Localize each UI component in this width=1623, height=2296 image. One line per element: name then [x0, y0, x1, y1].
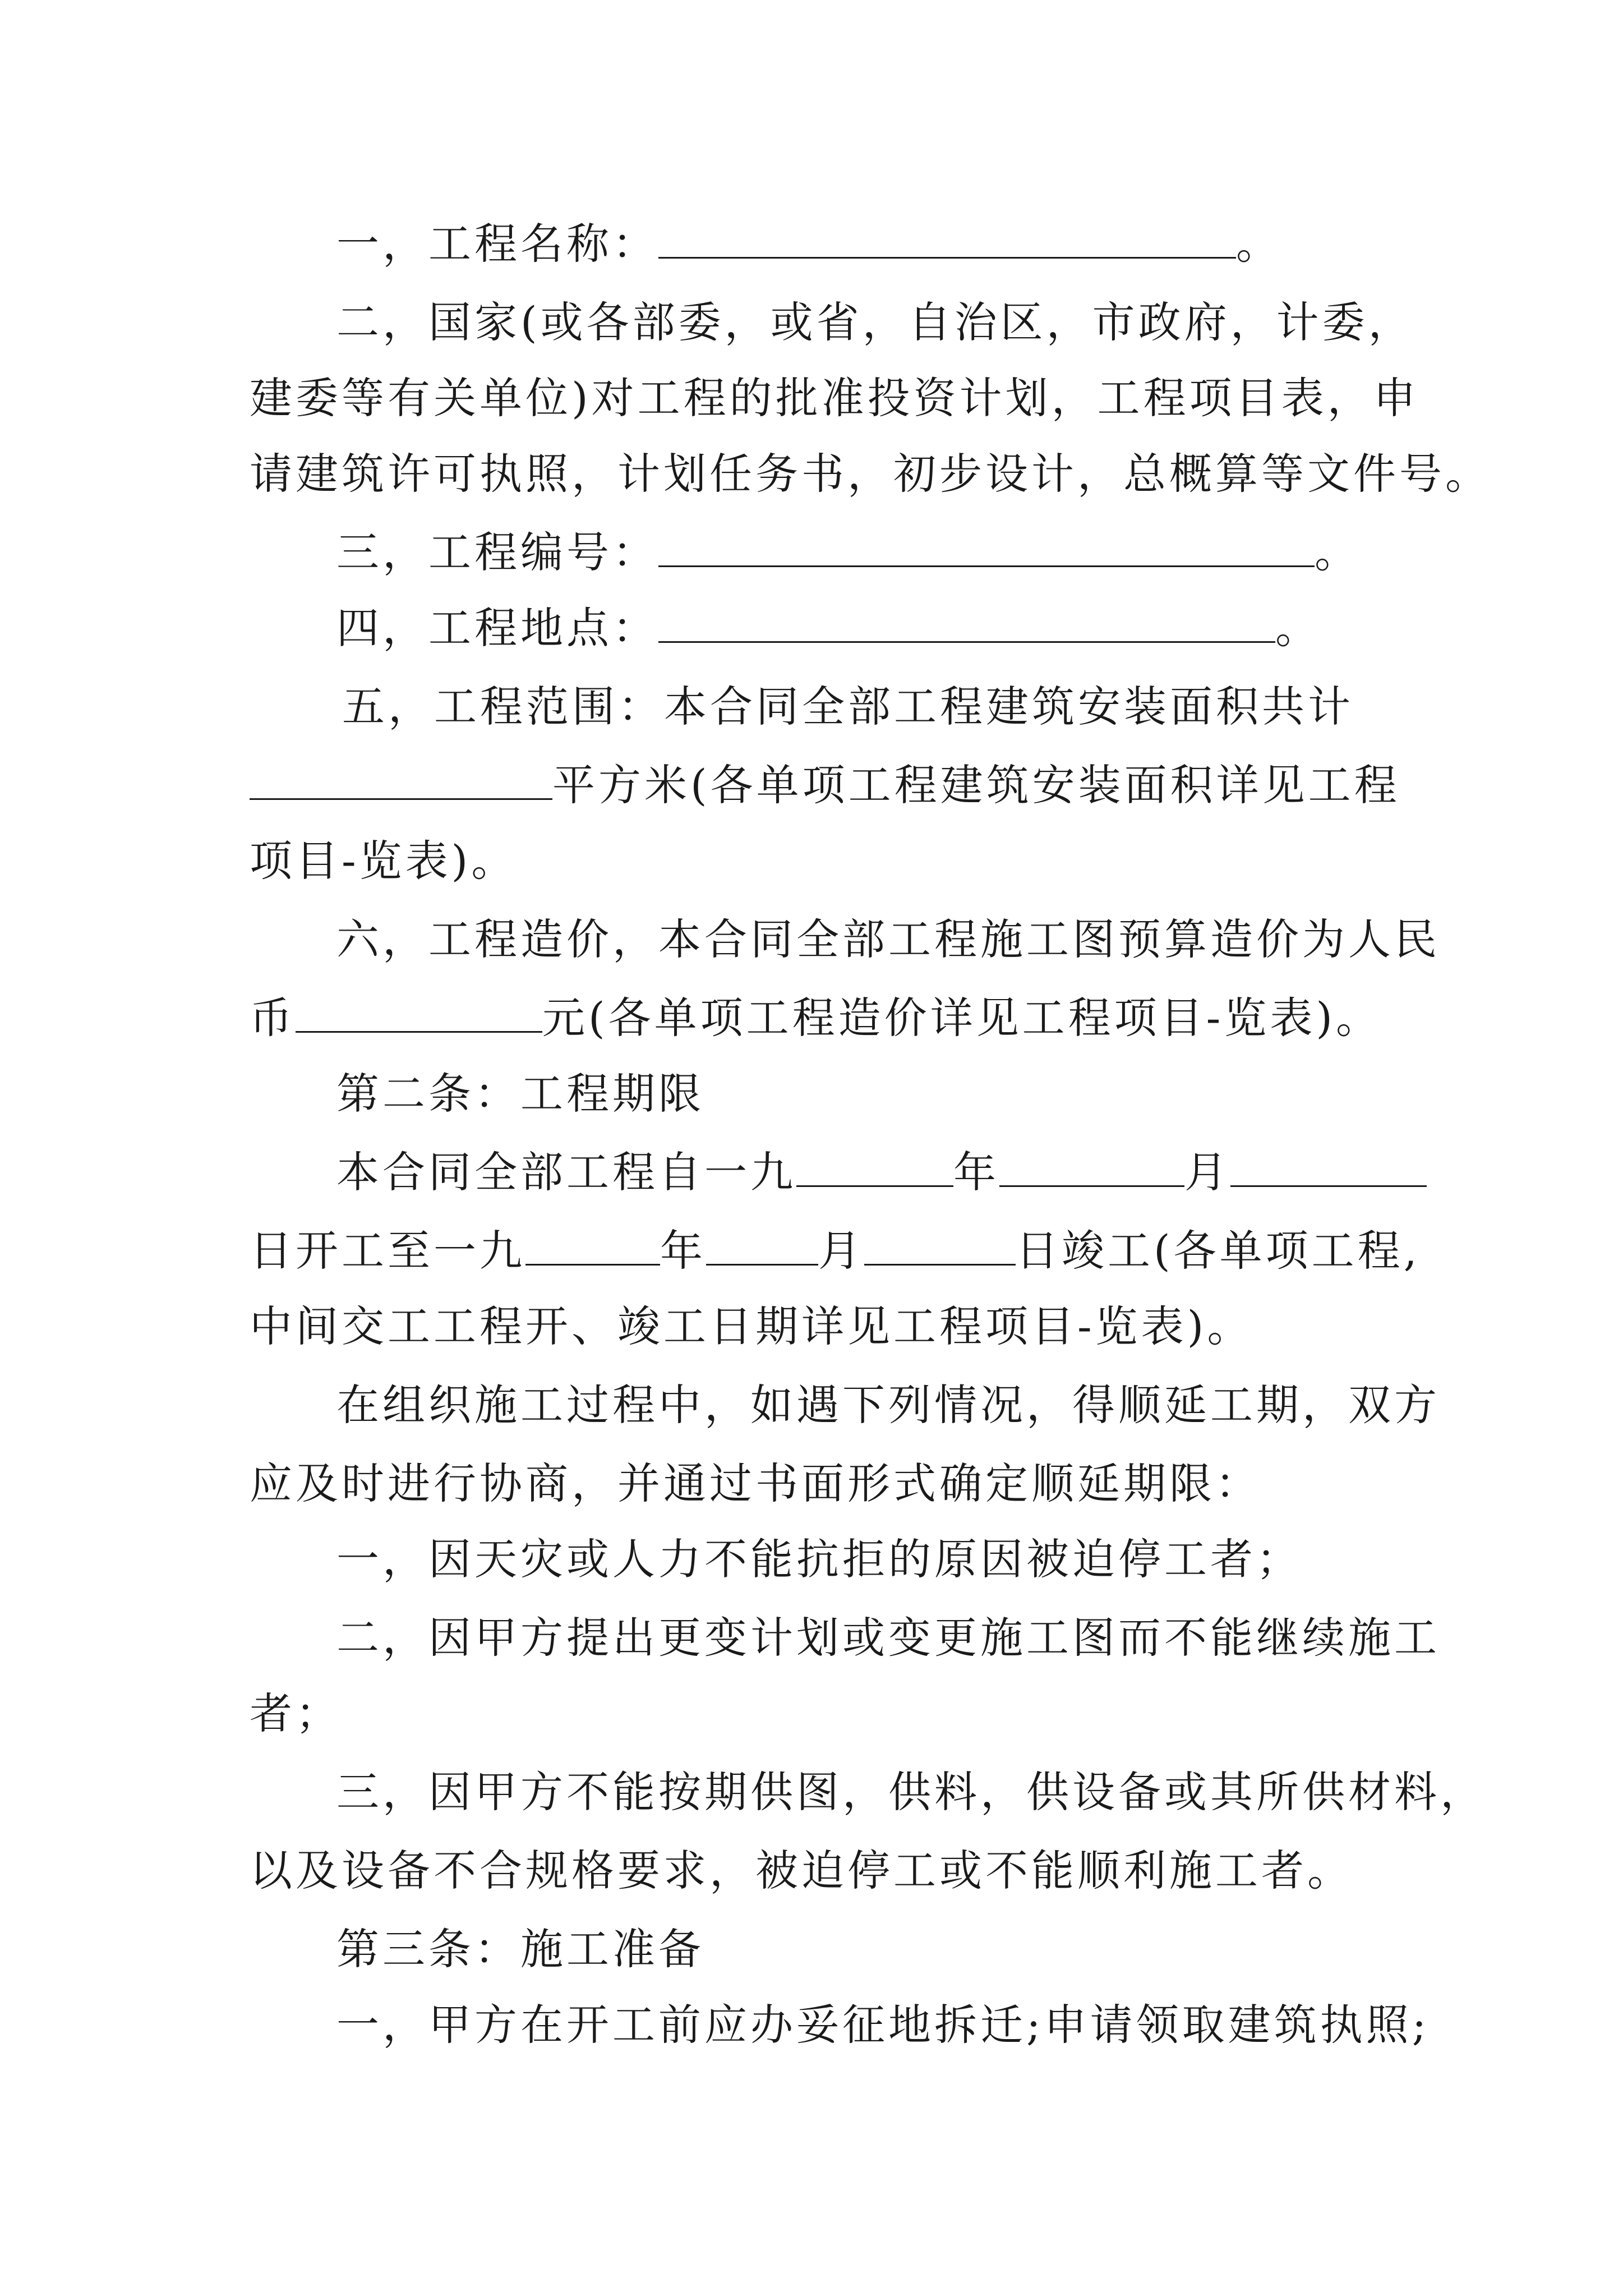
- text-segment: 。: [1236, 219, 1282, 269]
- text-segment: 三，因甲方不能按期供图，供料，供设备或其所供材料，: [336, 1767, 1486, 1817]
- fill-in-blank[interactable]: [796, 1148, 953, 1187]
- text-segment: 年: [953, 1147, 999, 1197]
- text-segment: 一，因天灾或人力不能抗拒的原因被迫停工者；: [336, 1534, 1302, 1584]
- text-line: [336, 597, 1321, 659]
- text-line: [250, 367, 1419, 429]
- text-segment: 年: [660, 1226, 706, 1276]
- text-segment: 第三条：施工准备: [336, 1924, 704, 1974]
- text-line: [250, 754, 1400, 816]
- fill-in-blank[interactable]: [658, 604, 1275, 643]
- text-segment: 一，工程名称：: [336, 219, 658, 269]
- text-segment: 中间交工工程开、竣工日期详见工程项目-览表)。: [250, 1301, 1253, 1351]
- text-segment: 元(各单项工程造价详见工程项目-览表)。: [542, 993, 1382, 1043]
- text-line: [250, 443, 1491, 505]
- text-segment: 请建筑许可执照，计划任务书，初步设计，总概算等文件号。: [250, 449, 1491, 499]
- text-line: [250, 1683, 342, 1745]
- text-line: [336, 1374, 1440, 1436]
- text-segment: 月: [818, 1226, 864, 1276]
- text-segment: 本合同全部工程自一九: [336, 1147, 796, 1197]
- text-segment: 日竣工(各单项工程,: [1016, 1226, 1421, 1276]
- fill-in-blank[interactable]: [999, 1148, 1184, 1187]
- text-line: [336, 909, 1440, 970]
- text-line: [336, 213, 1282, 275]
- text-line: [336, 522, 1361, 583]
- text-segment: 二，因甲方提出更变计划或变更施工图而不能继续施工: [336, 1613, 1440, 1663]
- text-segment: 六，工程造价，本合同全部工程施工图预算造价为人民: [336, 914, 1440, 964]
- text-segment: 应及时进行协商，并通过书面形式确定顺延期限：: [250, 1458, 1261, 1508]
- text-segment: 在组织施工过程中，如遇下列情况，得顺延工期，双方: [336, 1380, 1440, 1430]
- text-line: [336, 1529, 1302, 1590]
- text-line: [250, 1296, 1253, 1358]
- fill-in-blank[interactable]: [658, 220, 1236, 259]
- text-line: [336, 1918, 704, 1980]
- fill-in-blank[interactable]: [658, 528, 1315, 567]
- text-line: [250, 830, 517, 892]
- fill-in-blank[interactable]: [706, 1227, 818, 1266]
- text-line: [250, 987, 1382, 1049]
- text-segment: 平方米(各单项工程建筑安装面积详见工程: [552, 760, 1400, 810]
- fill-in-blank[interactable]: [296, 994, 542, 1033]
- text-segment: 一，甲方在开工前应办妥征地拆迁;申请领取建筑执照;: [336, 2000, 1430, 2050]
- text-segment: 日开工至一九: [250, 1226, 525, 1276]
- text-segment: 币: [250, 993, 296, 1043]
- text-segment: 二，国家(或各部委，或省，自治区，市政府，计委，: [336, 297, 1414, 347]
- text-segment: 。: [1275, 603, 1321, 653]
- text-line: [342, 676, 1354, 738]
- text-segment: 以及设备不合规格要求，被迫停工或不能顺利施工者。: [250, 1846, 1353, 1895]
- text-segment: 建委等有关单位)对工程的批准投资计划，工程项目表，申: [250, 373, 1419, 423]
- fill-in-blank[interactable]: [864, 1227, 1016, 1266]
- text-line: [250, 1453, 1261, 1515]
- fill-in-blank[interactable]: [1230, 1148, 1427, 1187]
- fill-in-blank[interactable]: [525, 1227, 660, 1266]
- text-segment: 月: [1184, 1147, 1230, 1197]
- text-line: [336, 1063, 704, 1125]
- text-line: [336, 1761, 1486, 1823]
- text-line: [250, 1840, 1353, 1902]
- text-segment: 第二条：工程期限: [336, 1069, 704, 1119]
- text-line: [336, 1142, 1427, 1203]
- fill-in-blank[interactable]: [250, 761, 552, 800]
- text-segment: 四，工程地点：: [336, 603, 658, 653]
- text-segment: 项目-览表)。: [250, 836, 518, 886]
- text-line: [336, 1607, 1440, 1669]
- text-segment: 。: [1315, 527, 1361, 577]
- text-line: [336, 1994, 1430, 2056]
- text-line: [250, 1220, 1421, 1282]
- text-line: [336, 292, 1414, 353]
- text-segment: 三，工程编号：: [336, 527, 658, 577]
- text-segment: 五，工程范围：本合同全部工程建筑安装面积共计: [342, 682, 1354, 731]
- text-segment: 者；: [250, 1688, 342, 1738]
